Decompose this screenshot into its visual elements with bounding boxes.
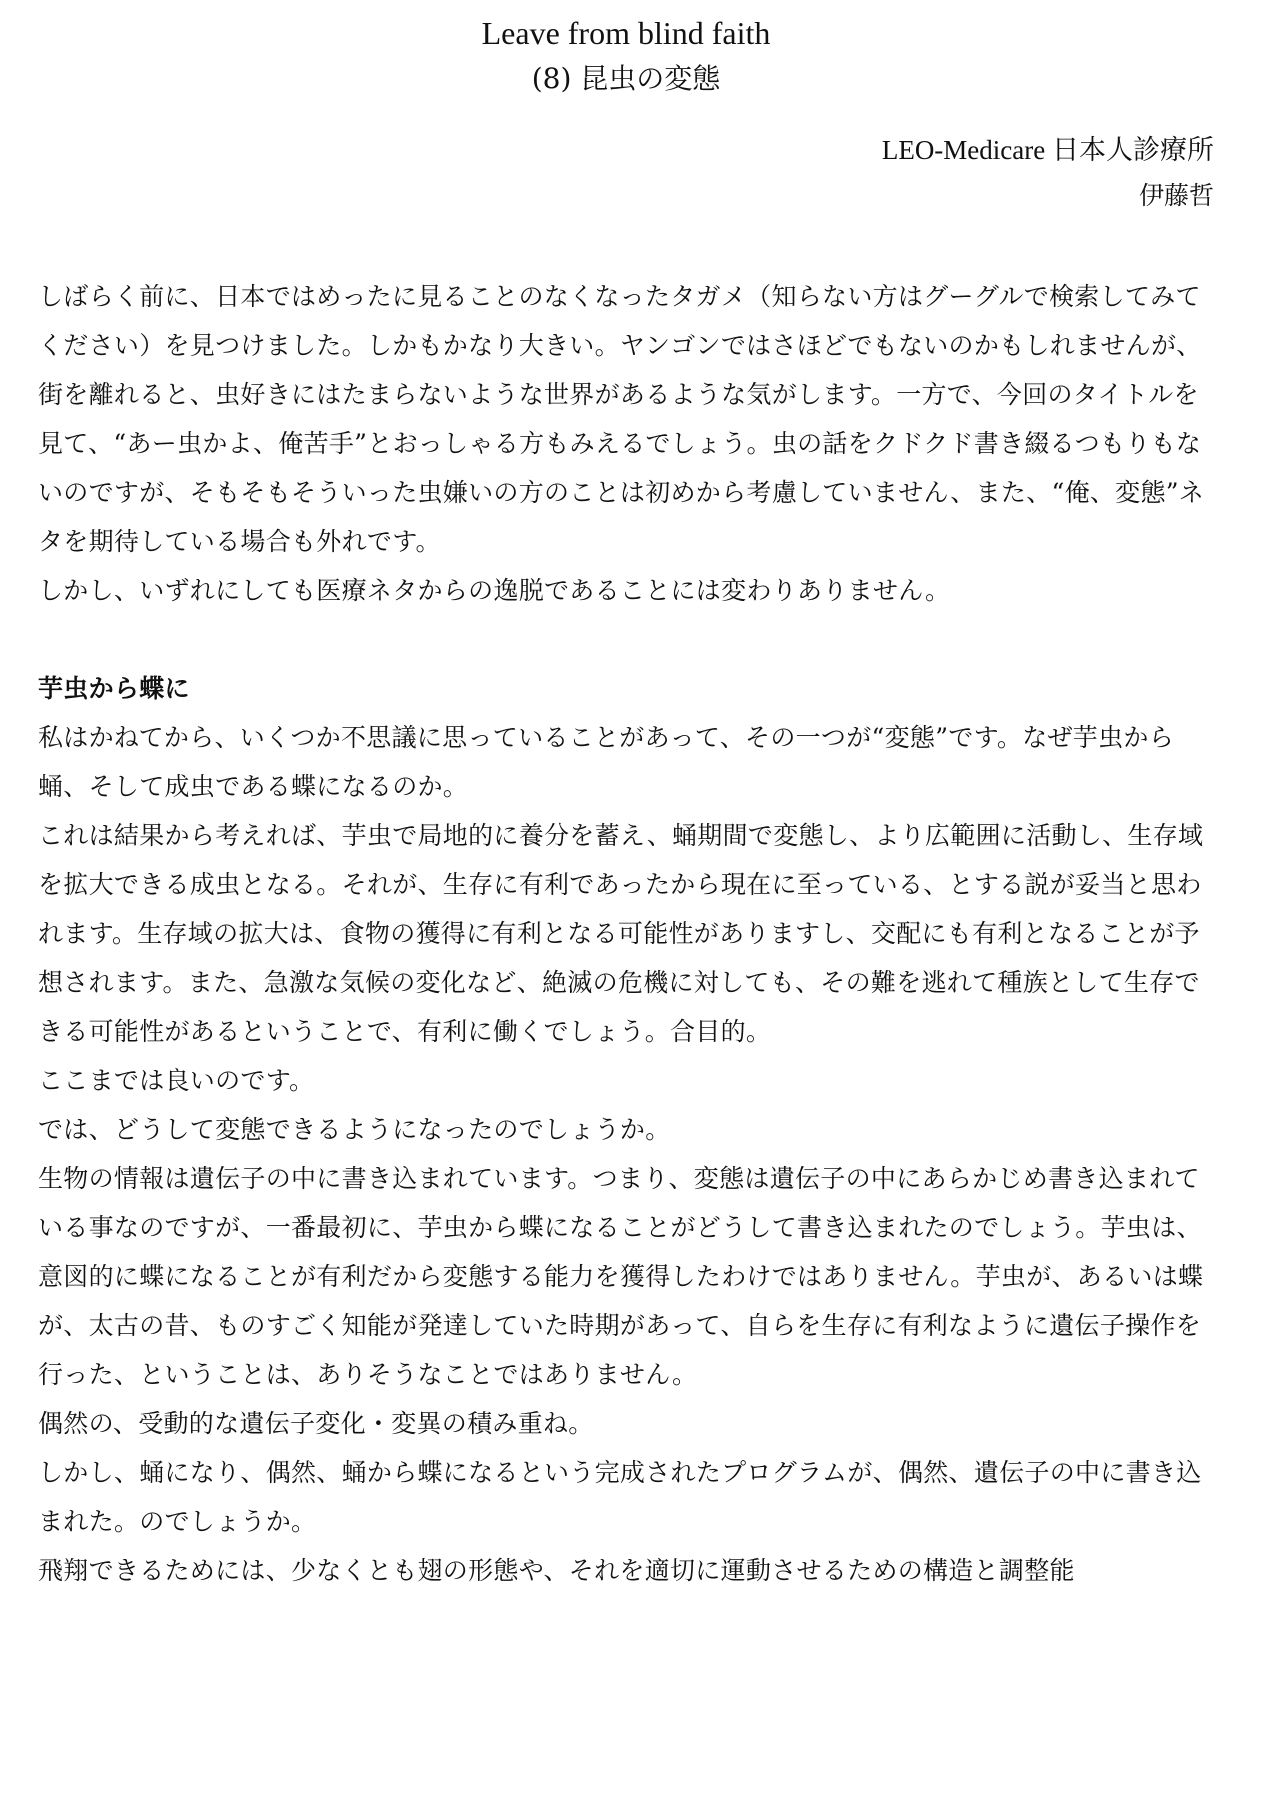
- document-title: Leave from blind faith: [481, 15, 771, 51]
- section-paragraph: ここまでは良いのです。: [38, 1066, 315, 1095]
- paragraph-spacer: [38, 615, 1214, 664]
- document-page: [38, 0, 1214, 1595]
- author-block: [38, 128, 1214, 218]
- section-paragraph: 飛翔できるためには、少なくとも翅の形態や、それを適切に運動させるための構造と調整能: [38, 1556, 1075, 1585]
- section-heading: 芋虫から蝶に: [38, 674, 190, 703]
- section-paragraph: これは結果から考えれば、芋虫で局地的に養分を蓄え、蛹期間で変態し、より広範囲に活動し、生存域を拡大できる成虫となる。それが、生存に有利であったから現在に至っている、とする説が妥当と思われます。生存域の拡大は、食物の獲得に有利となる可能性がありますし、交配にも有利となることが予想されます。また、急激な気候の変化など、絶滅の危機に対しても、その難を逃れて種族として生存できる可能性があるということで、有利に働くでしょう。合目的。: [38, 821, 1204, 1046]
- intro-paragraph: しかし、いずれにしても医療ネタからの逸脱であることには変わりありません。: [38, 576, 951, 605]
- section-paragraph: 偶然の、受動的な遺伝子変化・変異の積み重ね。: [38, 1409, 594, 1438]
- title-block: [38, 0, 1214, 100]
- section-paragraph: 私はかねてから、いくつか不思議に思っていることがあって、その一つが“変態”です。なぜ芋虫から蛹、そして成虫である蝶になるのか。: [38, 723, 1174, 801]
- section-paragraph: しかし、蛹になり、偶然、蛹から蝶になるという完成されたプログラムが、偶然、遺伝子の中に書き込まれた。のでしょうか。: [38, 1458, 1202, 1536]
- author-name: 伊藤哲: [1138, 181, 1214, 210]
- article-body: [38, 272, 1214, 1595]
- document-subtitle: (8) 昆虫の変態: [531, 62, 721, 95]
- section-paragraph: 生物の情報は遺伝子の中に書き込まれています。つまり、変態は遺伝子の中にあらかじめ書き込まれている事なのですが、一番最初に、芋虫から蝶になることがどうして書き込まれたのでしょう。芋虫は、意図的に蝶になることが有利だから変態する能力を獲得したわけではありません。芋虫が、あるいは蝶が、太古の昔、ものすごく知能が発達していた時期があって、自らを生存に有利なように遺伝子操作を行った、ということは、ありそうなことではありません。: [38, 1164, 1204, 1389]
- section-paragraph: では、どうして変態できるようになったのでしょうか。: [38, 1115, 671, 1144]
- organization-name: LEO-Medicare 日本人診療所: [881, 135, 1214, 165]
- intro-paragraph: しばらく前に、日本ではめったに見ることのなくなったタガメ（知らない方はグーグルで検索してみてください）を見つけました。しかもかなり大きい。ヤンゴンではさほどでもないのかもしれませんが、街を離れると、虫好きにはたまらないような世界があるような気がします。一方で、今回のタイトルを見て、“あー虫かよ、俺苦手”とおっしゃる方もみえるでしょう。虫の話をクドクド書き綴るつもりもないのですが、そもそもそういった虫嫌いの方のことは初めから考慮していません、また、“俺、変態”ネタを期待している場合も外れです。: [38, 282, 1205, 556]
